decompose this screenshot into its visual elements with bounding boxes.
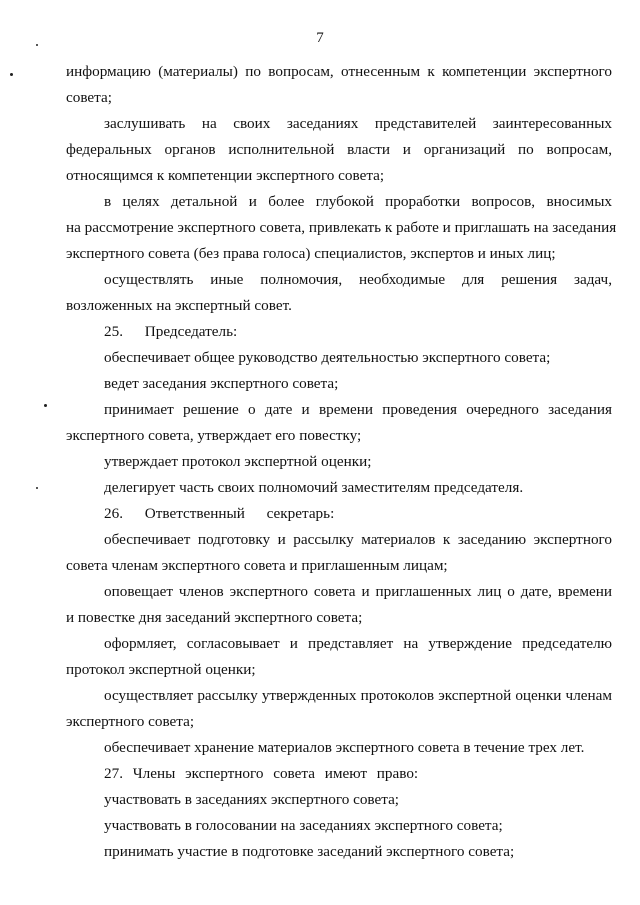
section-heading: 25. Председатель:	[104, 323, 238, 340]
text-line: экспертного совета (без права голоса) специалистов, экспертов и иных лиц;	[66, 245, 556, 262]
text-line: и повестке дня заседаний экспертного совета;	[66, 609, 363, 626]
text-line: на рассмотрение экспертного совета, привлекать к работе и приглашать на заседания	[66, 219, 617, 236]
text-line: утверждает протокол экспертной оценки;	[104, 453, 372, 470]
text-line: обеспечивает подготовку и рассылку материалов к заседанию экспертного	[104, 531, 612, 548]
text-line: делегирует часть своих полномочий заместителям председателя.	[104, 479, 524, 496]
text-line: относящимся к компетенции экспертного совета;	[66, 167, 385, 184]
text-line: участвовать в голосовании на заседаниях экспертного совета;	[104, 817, 503, 834]
section-heading: 26. Ответственный секретарь:	[104, 505, 335, 522]
section-heading: 27. Члены экспертного совета имеют право:	[104, 765, 419, 782]
scan-speck	[36, 44, 38, 46]
text-line: экспертного совета;	[66, 713, 195, 730]
text-line: осуществлять иные полномочия, необходимые для решения задач,	[104, 271, 612, 288]
text-line: принимает решение о дате и времени проведения очередного заседания	[104, 401, 612, 418]
scan-speck	[36, 487, 38, 489]
text-line: информацию (материалы) по вопросам, отнесенным к компетенции экспертного	[66, 63, 612, 80]
text-line: протокол экспертной оценки;	[66, 661, 256, 678]
scan-speck	[10, 73, 13, 76]
text-line: принимать участие в подготовке заседаний экспертного совета;	[104, 843, 515, 860]
text-line: оповещает членов экспертного совета и приглашенных лиц о дате, времени	[104, 583, 612, 600]
text-line: совета членам экспертного совета и приглашенным лицам;	[66, 557, 448, 574]
text-line: заслушивать на своих заседаниях представителей заинтересованных	[104, 115, 612, 132]
page-number: 7	[316, 30, 324, 46]
text-line: обеспечивает хранение материалов экспертного совета в течение трех лет.	[104, 739, 585, 756]
text-line: ведет заседания экспертного совета;	[104, 375, 339, 392]
text-line: осуществляет рассылку утвержденных протоколов экспертной оценки членам	[104, 687, 612, 704]
text-line: оформляет, согласовывает и представляет на утверждение председателю	[104, 635, 612, 652]
text-line: экспертного совета, утверждает его повестку;	[66, 427, 362, 444]
scan-speck	[44, 404, 47, 407]
text-line: в целях детальной и более глубокой проработки вопросов, вносимых	[104, 193, 612, 210]
text-line: обеспечивает общее руководство деятельностью экспертного совета;	[104, 349, 551, 366]
text-line: возложенных на экспертный совет.	[66, 297, 292, 314]
text-line: участвовать в заседаниях экспертного совета;	[104, 791, 400, 808]
text-line: федеральных органов исполнительной власти и организаций по вопросам,	[66, 141, 612, 158]
text-line: совета;	[66, 89, 112, 106]
